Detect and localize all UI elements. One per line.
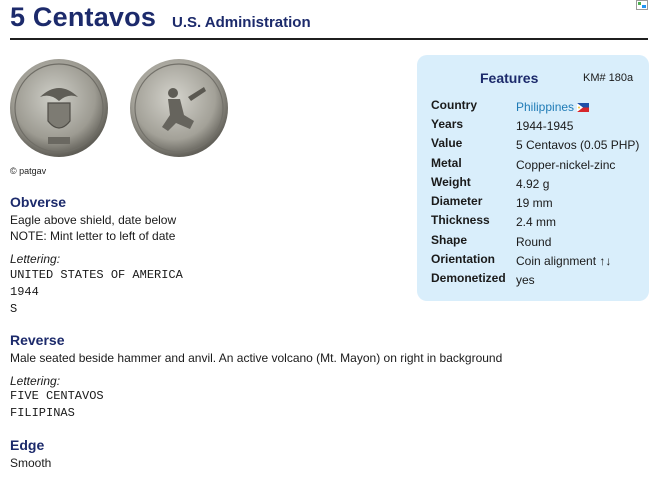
feature-value: Copper-nickel-zinc bbox=[516, 158, 616, 172]
feature-row-diameter bbox=[431, 194, 641, 213]
feature-row-weight bbox=[431, 175, 641, 194]
edge-description: Smooth bbox=[10, 456, 52, 470]
feature-key: Demonetized bbox=[431, 271, 506, 285]
features-title: Features bbox=[480, 70, 539, 86]
image-credit: © patgav bbox=[10, 166, 47, 176]
feature-key: Value bbox=[431, 136, 463, 150]
obverse-note: NOTE: Mint letter to left of date bbox=[10, 229, 176, 243]
feature-value: 4.92 g bbox=[516, 177, 550, 191]
feature-value: Coin alignment ↑↓ bbox=[516, 254, 612, 268]
obverse-lettering bbox=[10, 267, 183, 318]
country-link[interactable] bbox=[516, 100, 589, 114]
feature-row-shape bbox=[431, 233, 641, 252]
reverse-lettering bbox=[10, 388, 104, 422]
lettering-line: FILIPINAS bbox=[10, 406, 75, 420]
feature-key: Weight bbox=[431, 175, 471, 189]
feature-key: Orientation bbox=[431, 252, 496, 266]
feature-row-value bbox=[431, 136, 641, 155]
feature-row-orientation bbox=[431, 252, 641, 271]
page-header bbox=[10, 2, 648, 40]
feature-key: Country bbox=[431, 98, 477, 112]
feature-row-metal bbox=[431, 156, 641, 175]
coin-obverse-image[interactable] bbox=[8, 57, 110, 159]
edge-heading: Edge bbox=[10, 437, 45, 453]
feature-key: Thickness bbox=[431, 213, 490, 227]
philippines-flag-icon bbox=[577, 103, 589, 112]
obverse-description: Eagle above shield, date below bbox=[10, 213, 177, 227]
feature-row-demonetized bbox=[431, 271, 641, 290]
feature-value: yes bbox=[516, 273, 535, 287]
feature-value: 1944-1945 bbox=[516, 119, 574, 133]
feature-value: 2.4 mm bbox=[516, 215, 557, 229]
km-number: KM# 180a bbox=[583, 72, 634, 84]
feature-value: 19 mm bbox=[516, 196, 553, 210]
coin-reverse-image[interactable] bbox=[128, 57, 230, 159]
obverse-lettering-label: Lettering: bbox=[10, 252, 61, 266]
feature-row-country bbox=[431, 98, 641, 117]
country-value[interactable]: Philippines bbox=[516, 100, 575, 114]
reverse-heading: Reverse bbox=[10, 332, 65, 348]
feature-key: Years bbox=[431, 117, 464, 131]
lettering-line: UNITED STATES OF AMERICA bbox=[10, 268, 183, 282]
reverse-description: Male seated beside hammer and anvil. An active volcano (Mt. Mayon) on right in background bbox=[10, 351, 503, 365]
feature-row-years bbox=[431, 117, 641, 136]
coin-images bbox=[8, 57, 233, 163]
feature-value: Round bbox=[516, 235, 552, 249]
page-title: 5 Centavos bbox=[10, 2, 157, 32]
feature-row-thickness bbox=[431, 213, 641, 232]
feature-key: Diameter bbox=[431, 194, 483, 208]
lettering-line: FIVE CENTAVOS bbox=[10, 389, 104, 403]
reverse-lettering-label: Lettering: bbox=[10, 374, 61, 388]
feature-key: Shape bbox=[431, 233, 468, 247]
lettering-line: 1944 bbox=[10, 285, 39, 299]
page-subtitle: U.S. Administration bbox=[172, 14, 311, 31]
lettering-line: S bbox=[10, 302, 18, 316]
obverse-heading: Obverse bbox=[10, 194, 67, 210]
feature-key: Metal bbox=[431, 156, 462, 170]
features-panel bbox=[417, 55, 649, 301]
feature-value: 5 Centavos (0.05 PHP) bbox=[516, 138, 640, 152]
